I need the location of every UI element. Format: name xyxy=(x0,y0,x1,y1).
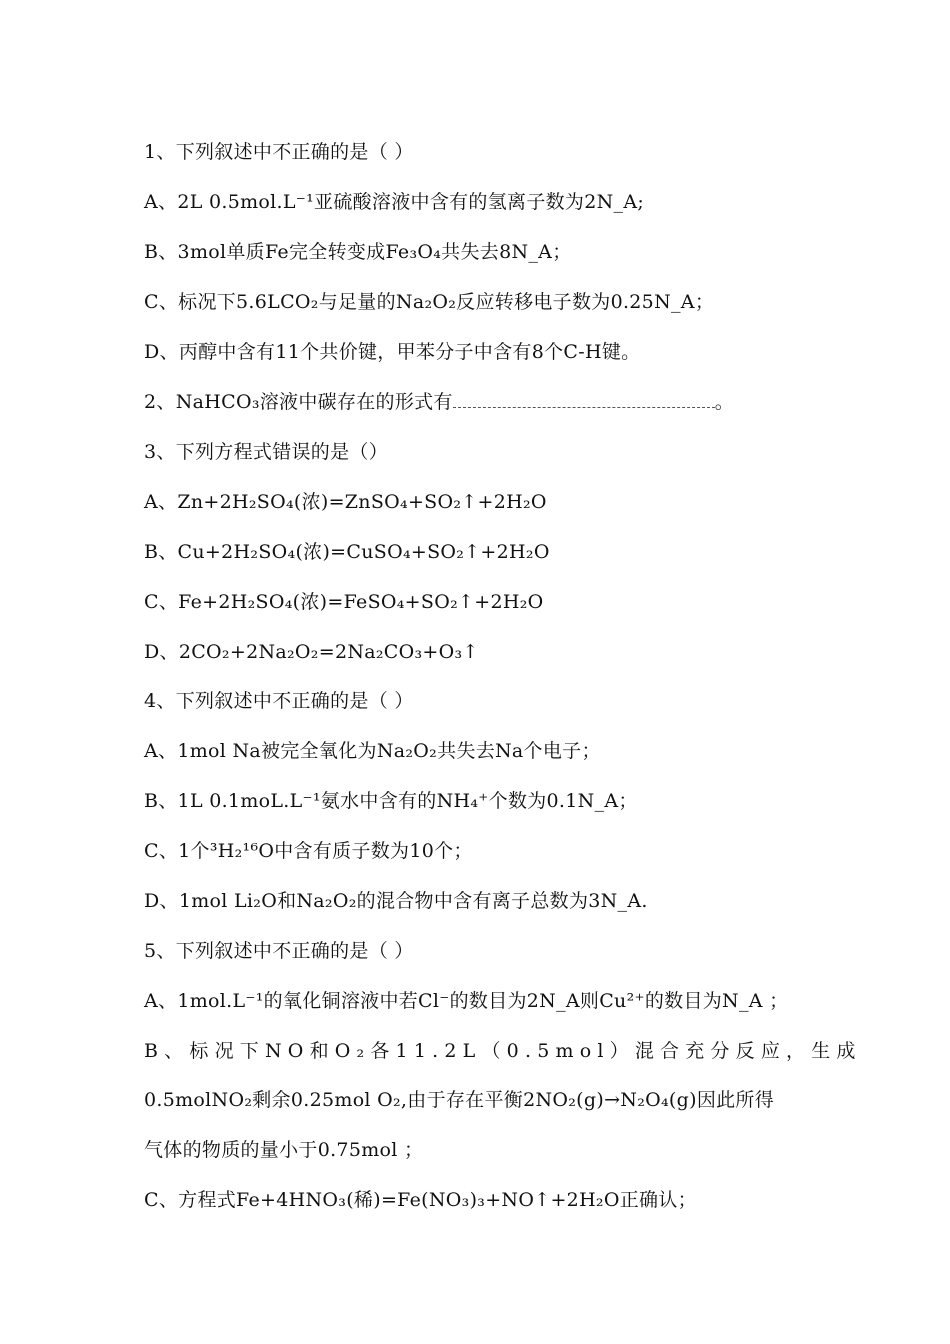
question-3-option-a: A、Zn+2H₂SO₄(浓)=ZnSO₄+SO₂↑+2H₂O xyxy=(144,491,547,513)
question-3-stem: 3、下列方程式错误的是（） xyxy=(144,441,388,463)
question-5-stem: 5、下列叙述中不正确的是（ ） xyxy=(144,940,414,962)
question-4-option-a: A、1mol Na被完全氧化为Na₂O₂共失去Na个电子； xyxy=(144,740,601,762)
question-5-option-c: C、方程式Fe+4HNO₃(稀)=Fe(NO₃)₃+NO↑+2H₂O正确认； xyxy=(144,1189,697,1211)
question-4-option-b: B、1L 0.1moL.L⁻¹氨水中含有的NH₄⁺个数为0.1N_A； xyxy=(144,790,638,812)
question-3-option-b: B、Cu+2H₂SO₄(浓)=CuSO₄+SO₂↑+2H₂O xyxy=(144,541,550,563)
question-5-option-b-line-1: B、标况下NO和O₂各11.2L（0.5mol）混合充分反应，生成 xyxy=(144,1040,862,1062)
question-1-option-c: C、标况下5.6LCO₂与足量的Na₂O₂反应转移电子数为0.25N_A； xyxy=(144,291,715,313)
question-3-option-d: D、2CO₂+2Na₂O₂=2Na₂CO₃+O₃↑ xyxy=(144,641,479,663)
question-4-option-d: D、1mol Li₂O和Na₂O₂的混合物中含有离子总数为3N_A. xyxy=(144,890,648,912)
question-4-option-c: C、1个³H₂¹⁶O中含有质子数为10个； xyxy=(144,840,473,862)
question-5-option-a: A、1mol.L⁻¹的氧化铜溶液中若Cl⁻的数目为2N_A则Cu²⁺的数目为N_A ； xyxy=(144,990,789,1012)
question-1-option-d: D、丙醇中含有11个共价键，甲苯分子中含有8个C-H键。 xyxy=(144,341,641,363)
question-5-option-b-line-3: 气体的物质的量小于0.75mol ； xyxy=(144,1139,424,1161)
question-2-suffix: 。 xyxy=(714,391,735,413)
question-4-stem: 4、下列叙述中不正确的是（ ） xyxy=(144,690,414,712)
question-1-option-b: B、3mol单质Fe完全转变成Fe₃O₄共失去8N_A； xyxy=(144,241,572,263)
question-2-text: 2、NaHCO₃溶液中碳存在的形式有 xyxy=(144,391,453,413)
question-1-stem: 1、下列叙述中不正确的是（ ） xyxy=(144,141,414,163)
question-1-option-a: A、2L 0.5mol.L⁻¹亚硫酸溶液中含有的氢离子数为2N_A; xyxy=(144,191,645,213)
answer-blank[interactable] xyxy=(453,395,715,408)
question-3-option-c: C、Fe+2H₂SO₄(浓)=FeSO₄+SO₂↑+2H₂O xyxy=(144,591,544,613)
question-5-option-b-line-2: 0.5molNO₂剩余0.25mol O₂,由于存在平衡2NO₂(g)→N₂O₄(g)因此所得 xyxy=(144,1089,775,1111)
question-2-stem xyxy=(144,389,734,415)
